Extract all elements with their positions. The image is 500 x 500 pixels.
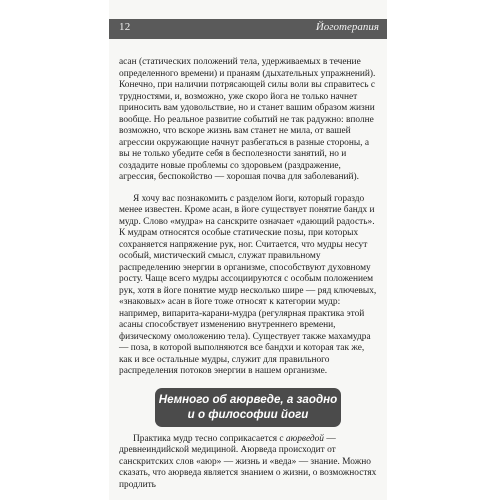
book-page <box>109 0 387 500</box>
section-heading <box>155 388 341 427</box>
page-header-bar <box>109 19 387 39</box>
section-heading-line: и о философии йоги <box>187 408 309 421</box>
running-title: Йоготерапия <box>315 21 379 33</box>
page-number: 12 <box>119 21 131 33</box>
paragraph-text: — древнеиндийской медициной. Аюрведа происходит от санскритских слов «аюр» — жизнь и «веда» — знание. Можно сказать, что аюрведа является знанием о жизни, о возможностях продлить <box>119 433 377 490</box>
paragraph: Я хочу вас познакомить с разделом йоги, который гораздо менее известен. Кроме асан, в йоге существует понятие бандх и мудр. Слово «мудра» на санскрите означает «дающий радость». К мудрам относятся особые статические позы, при которых сохраняется напряжение рук, ног. Считается, что мудры несут особый, мистический смысл, служат правильному распределению энергии в организме, способствуют духовному росту. Чаще всего мудры ассоциируются с особым положением рук, хотя в йоге понятие мудр несколько шире — ряд ключевых, «знаковых» асан в йоге тоже относят к категории мудр: например, випарита-карани-мудра (регулярная практика этой асаны способствует изменению внутреннего времени, физическому омоложению тела). Существует также махамудра — поза, в которой выполняются все бандхи и которая так же, как и все остальные мудры, служит для правильного распределения потоков энергии в нашем организме. <box>119 193 377 376</box>
paragraph: асан (статических положений тела, удерживаемых в течение определенного времени) и пранаям (дыхательных упражнений). Конечно, при наличии потрясающей силы воли вы справитесь с трудностями, и, возможно, уже скоро йога не только начнет приносить вам удовольствие, но и станет вашим образом жизни вообще. Но реальное развитие событий не так радужно: вполне возможно, что вскоре жизнь вам станет не мила, от вашей агрессии окружающие начнут разбегаться в разные стороны, а вы не только убедите себя в бесполезности занятий, но и создадите новые проблемы со здоровьем (раздражение, агрессия, беспокойство — хорошая почва для заболеваний). <box>119 57 376 182</box>
section-heading-line: Немного об аюрведе, а заодно <box>158 393 338 406</box>
body-text <box>119 57 377 491</box>
italic-term: аюрведой <box>285 433 324 444</box>
paragraph-text: Практика мудр тесно соприкасается с <box>133 433 286 444</box>
paragraph <box>119 434 377 492</box>
